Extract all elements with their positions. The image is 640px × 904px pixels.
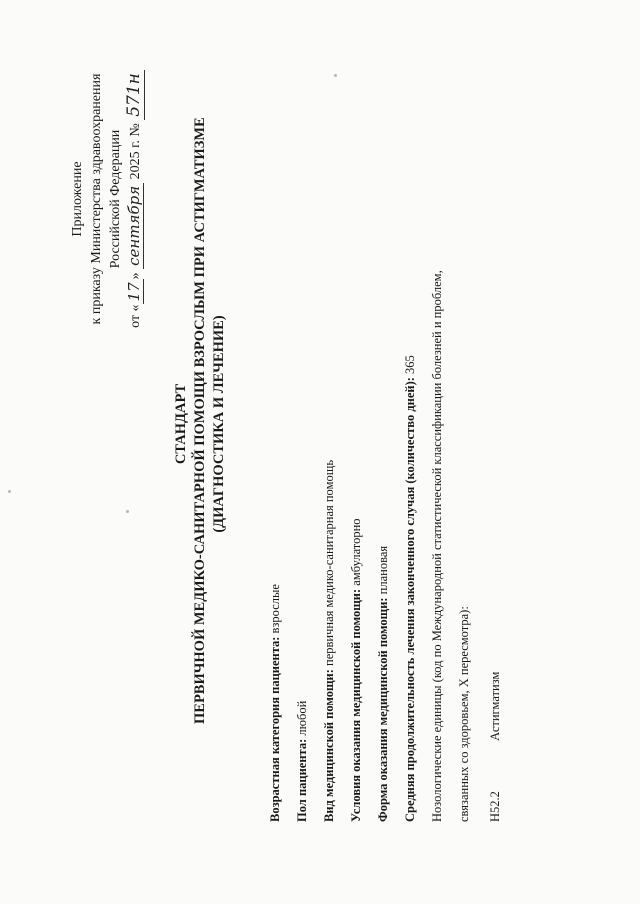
- field-sex: [295, 701, 310, 822]
- field-conditions-value: амбулаторно: [349, 518, 363, 586]
- annex-date-line: [125, 64, 145, 334]
- year-text: 2025 г. №: [128, 123, 143, 180]
- date-quote: »: [128, 272, 143, 280]
- standard-title: [172, 117, 229, 724]
- icd-code: H52.2: [488, 791, 502, 822]
- handwritten-month: сентября: [125, 183, 144, 269]
- field-sex-label: Пол пациента:: [295, 738, 309, 822]
- annex-order-line: к приказу Министерства здравоохранения: [89, 73, 104, 325]
- field-duration-label: Средняя продолжительность лечения законченного случая (количество дней):: [403, 377, 417, 822]
- handwritten-order-number: 571н: [124, 70, 145, 120]
- field-age-value: взрослые: [268, 584, 282, 634]
- handwritten-day: 17: [125, 279, 144, 304]
- annex-country-line: Российской Федерации: [108, 129, 123, 269]
- nosology-heading-line-1: Нозологические единицы (код по Международной статистической классификации болезней и проблем,: [430, 270, 444, 822]
- field-care-type-label: Вид медицинской помощи:: [322, 669, 336, 822]
- field-age: [268, 584, 283, 822]
- title-line-3: (ДИАГНОСТИКА И ЛЕЧЕНИЕ): [211, 315, 227, 533]
- title-line-2: ПЕРВИЧНОЙ МЕДИКО-САНИТАРНОЙ ПОМОЩИ ВЗРОСЛЫМ ПРИ АСТИГМАТИЗМЕ: [192, 117, 208, 724]
- field-form-value: плановая: [376, 545, 390, 595]
- field-conditions-label: Условия оказания медицинской помощи:: [349, 588, 363, 822]
- icd-name: Астигматизм: [488, 671, 502, 741]
- field-conditions: [349, 518, 364, 822]
- field-age-label: Возрастная категория пациента:: [268, 636, 282, 822]
- nosology-heading-line-2: связанных со здоровьем, X пересмотра):: [457, 606, 471, 822]
- field-care-type-value: первичная медико-санитарная помощь: [322, 459, 336, 666]
- field-care-type: [322, 460, 337, 822]
- field-form: [376, 546, 391, 822]
- annex-title: Приложение: [70, 161, 85, 237]
- date-prefix: от «: [128, 304, 143, 328]
- title-line-1: СТАНДАРТ: [173, 383, 189, 465]
- field-form-label: Форма оказания медицинской помощи:: [376, 597, 390, 822]
- nosology-code-row: [488, 672, 503, 822]
- field-duration: [403, 355, 418, 822]
- field-sex-value: любой: [295, 700, 309, 736]
- annex-block: [68, 64, 145, 334]
- field-duration-value: 365: [403, 355, 417, 374]
